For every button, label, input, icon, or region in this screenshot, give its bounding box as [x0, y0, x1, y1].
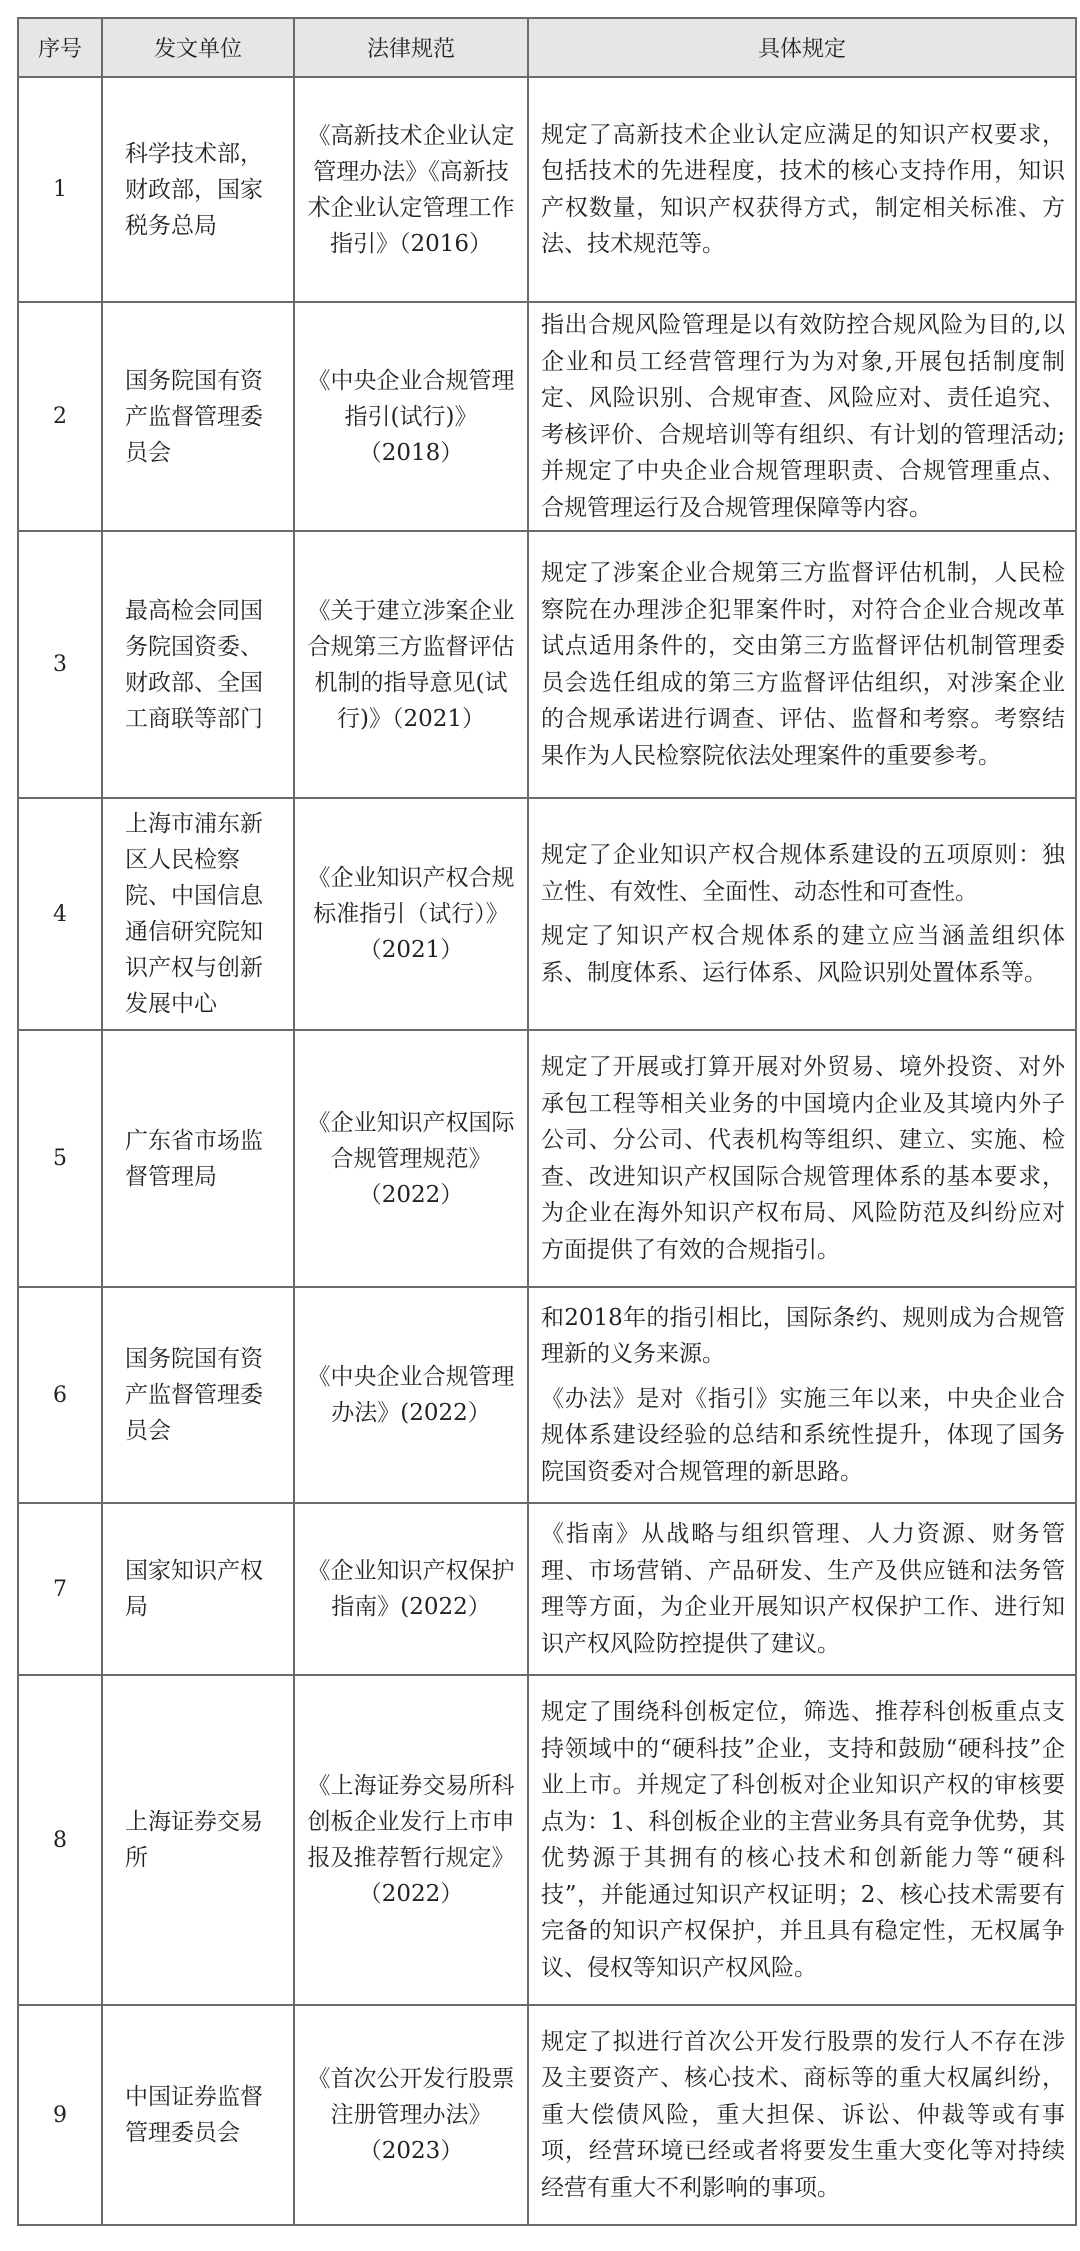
provision-text: 指出合规风险管理是以有效防控合规风险为目的,以企业和员工经营管理行为为对象,开展包括制度制定、风险识别、合规审查、风险应对、责任追究、考核评价、合规培训等有组织、有计划的管理活动;并规定了中央企业合规管理职责、合规管理重点、合规管理运行及合规管理保障等内容。 — [541, 312, 1065, 521]
table-row — [18, 531, 1076, 798]
table-row — [18, 1287, 1076, 1503]
provision-text: 规定了知识产权合规体系的建立应当涵盖组织体系、制度体系、运行体系、风险识别处置体系等。 — [541, 923, 1065, 986]
table-row — [18, 2005, 1076, 2225]
issuing-unit: 科学技术部，财政部，国家税务总局 — [102, 77, 294, 302]
table-row — [18, 1030, 1076, 1287]
header-issuing-unit: 发文单位 — [102, 18, 294, 77]
issuing-unit: 上海市浦东新区人民检察院、中国信息通信研究院知识产权与创新发展中心 — [102, 798, 294, 1030]
specific-provisions — [528, 798, 1076, 1030]
provision-text: 规定了开展或打算开展对外贸易、境外投资、对外承包工程等相关业务的中国境内企业及其境内外子公司、分公司、代表机构等组织、建立、实施、检查、改进知识产权国际合规管理体系的基本要求，为企业在海外知识产权布局、风险防范及纠纷应对方面提供了有效的合规指引。 — [541, 1054, 1065, 1263]
row-number: 3 — [18, 531, 102, 798]
table-row — [18, 77, 1076, 302]
issuing-unit: 国务院国有资产监督管理委员会 — [102, 302, 294, 531]
legal-norm: 《高新技术企业认定管理办法》《高新技术企业认定管理工作指引》（2016） — [294, 77, 528, 302]
provision-text: 规定了企业知识产权合规体系建设的五项原则：独立性、有效性、全面性、动态性和可查性。 — [541, 842, 1065, 905]
legal-norm: 《中央企业合规管理指引(试行)》（2018） — [294, 302, 528, 531]
row-number: 5 — [18, 1030, 102, 1287]
header-number: 序号 — [18, 18, 102, 77]
legal-norm: 《企业知识产权保护指南》(2022） — [294, 1503, 528, 1675]
provision-text: 《办法》是对《指引》实施三年以来，中央企业合规体系建设经验的总结和系统性提升，体现了国务院国资委对合规管理的新思路。 — [541, 1385, 1065, 1485]
legal-norm: 《关于建立涉案企业合规第三方监督评估机制的指导意见(试行)》（2021） — [294, 531, 528, 798]
issuing-unit: 国务院国有资产监督管理委员会 — [102, 1287, 294, 1503]
provision-text: 规定了涉案企业合规第三方监督评估机制，人民检察院在办理涉企犯罪案件时，对符合企业合规改革试点适用条件的，交由第三方监督评估机制管理委员会选任组成的第三方监督评估组织，对涉案企业的合规承诺进行调查、评估、监督和考察。考察结果作为人民检察院依法处理案件的重要参考。 — [541, 560, 1065, 769]
issuing-unit: 广东省市场监督管理局 — [102, 1030, 294, 1287]
provision-text: 和2018年的指引相比，国际条约、规则成为合规管理新的义务来源。 — [541, 1304, 1065, 1368]
provision-text: 《指南》从战略与组织管理、人力资源、财务管理、市场营销、产品研发、生产及供应链和法务管理等方面，为企业开展知识产权保护工作、进行知识产权风险防控提供了建议。 — [541, 1521, 1065, 1657]
provision-text: 规定了拟进行首次公开发行股票的发行人不存在涉及主要资产、核心技术、商标等的重大权属纠纷，重大偿债风险，重大担保、诉讼、仲裁等或有事项，经营环境已经或者将要发生重大变化等对持续经营有重大不利影响的事项。 — [541, 2028, 1065, 2201]
header-specific-provisions: 具体规定 — [528, 18, 1076, 77]
issuing-unit: 上海证券交易所 — [102, 1675, 294, 2005]
provision-text: 规定了围绕科创板定位，筛选、推荐科创板重点支持领域中的“硬科技”企业，支持和鼓励“硬科技”企业上市。并规定了科创板对企业知识产权的审核要点为：1、科创板企业的主营业务具有竞争优势，其优势源于其拥有的核心技术和创新能力等“硬科技”，并能通过知识产权证明；2、核心技术需要有完备的知识产权保护，并且具有稳定性，无权属争议、侵权等知识产权风险。 — [541, 1699, 1065, 1981]
row-number: 6 — [18, 1287, 102, 1503]
header-legal-norm: 法律规范 — [294, 18, 528, 77]
regulations-table — [17, 17, 1077, 2226]
legal-norm: 《上海证券交易所科创板企业发行上市申报及推荐暂行规定》（2022） — [294, 1675, 528, 2005]
table-header-row — [18, 18, 1076, 77]
legal-norm: 《首次公开发行股票注册管理办法》（2023） — [294, 2005, 528, 2225]
table-row — [18, 302, 1076, 531]
row-number: 7 — [18, 1503, 102, 1675]
provision-text: 规定了高新技术企业认定应满足的知识产权要求，包括技术的先进程度，技术的核心支持作用，知识产权数量，知识产权获得方式，制定相关标准、方法、技术规范等。 — [541, 121, 1065, 257]
legal-norm: 《企业知识产权国际合规管理规范》（2022） — [294, 1030, 528, 1287]
row-number: 4 — [18, 798, 102, 1030]
row-number: 8 — [18, 1675, 102, 2005]
issuing-unit: 中国证券监督管理委员会 — [102, 2005, 294, 2225]
specific-provisions — [528, 1030, 1076, 1287]
specific-provisions — [528, 2005, 1076, 2225]
specific-provisions — [528, 77, 1076, 302]
table-row — [18, 1675, 1076, 2005]
specific-provisions — [528, 1503, 1076, 1675]
legal-norm: 《企业知识产权合规标准指引（试行）》（2021） — [294, 798, 528, 1030]
issuing-unit: 国家知识产权局 — [102, 1503, 294, 1675]
row-number: 1 — [18, 77, 102, 302]
specific-provisions — [528, 1675, 1076, 2005]
legal-norm: 《中央企业合规管理办法》(2022） — [294, 1287, 528, 1503]
table-row — [18, 1503, 1076, 1675]
issuing-unit: 最高检会同国务院国资委、财政部、全国工商联等部门 — [102, 531, 294, 798]
row-number: 9 — [18, 2005, 102, 2225]
specific-provisions — [528, 531, 1076, 798]
table-row — [18, 798, 1076, 1030]
specific-provisions — [528, 302, 1076, 531]
specific-provisions — [528, 1287, 1076, 1503]
row-number: 2 — [18, 302, 102, 531]
